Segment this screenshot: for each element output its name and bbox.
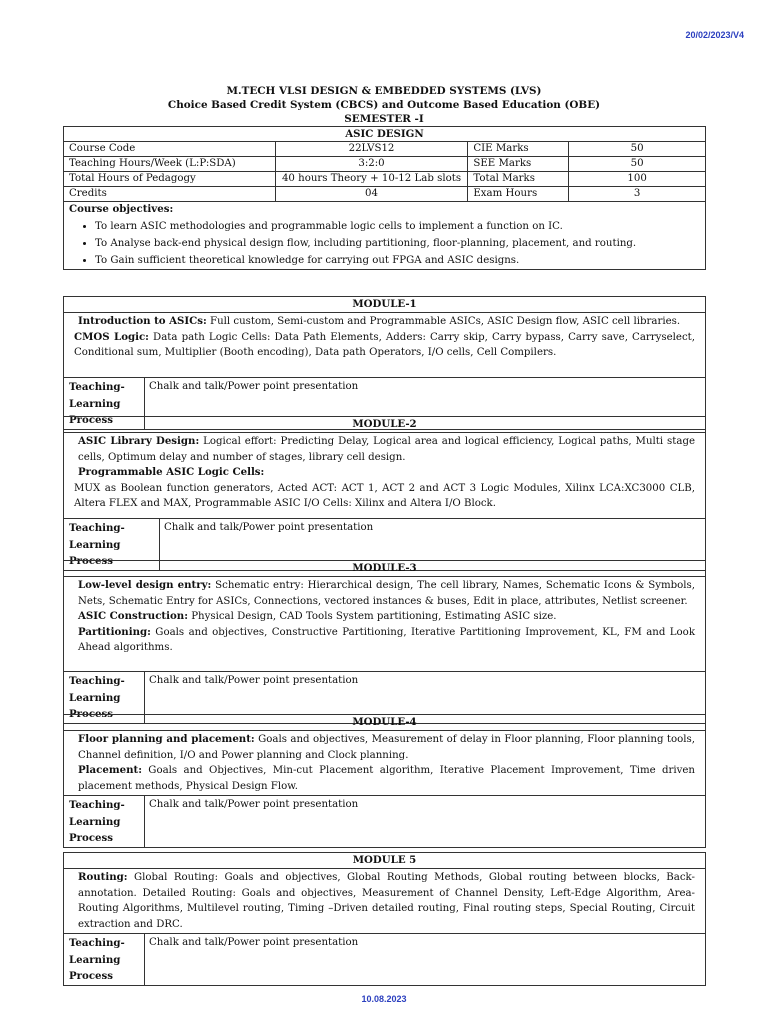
info-label: Total Hours of Pedagogy <box>64 172 276 187</box>
topic-heading: CMOS Logic: <box>74 330 149 343</box>
info-value: 3:2:0 <box>275 157 468 172</box>
module-5-table <box>63 852 706 986</box>
module-paragraph <box>74 609 695 625</box>
info-label: Teaching Hours/Week (L:P:SDA) <box>64 157 276 172</box>
course-objectives <box>64 202 706 270</box>
info-value: 22LVS12 <box>275 142 468 157</box>
topic-heading: Floor planning and placement: <box>78 733 255 745</box>
info-label: SEE Marks <box>468 157 569 172</box>
topic-text: Goals and Objectives, Min-cut Placement algorithm, Iterative Placement Improvement, Time driven placement methods, Physical Design Flow. <box>78 765 695 792</box>
topic-heading: ASIC Library Design: <box>78 435 200 447</box>
teaching-learning-row <box>64 796 706 848</box>
module-4-title: MODULE-4 <box>64 715 706 731</box>
teaching-learning-value: Chalk and talk/Power point presentation <box>145 796 706 848</box>
course-info-row <box>64 172 706 187</box>
module-paragraph <box>74 732 695 763</box>
topic-heading: Partitioning: <box>78 625 151 638</box>
teaching-learning-label: Teaching- Learning Process <box>64 519 160 571</box>
module-5-title: MODULE 5 <box>64 853 706 869</box>
teaching-learning-label: Teaching- Learning Process <box>64 378 145 430</box>
module-paragraph <box>74 625 695 656</box>
teaching-learning-value: Chalk and talk/Power point presentation <box>160 519 706 571</box>
module-2-table <box>63 416 706 571</box>
teaching-learning-label: Teaching- Learning Process <box>64 672 145 724</box>
objectives-title: Course objectives: <box>69 203 174 215</box>
module-4-table <box>63 714 706 848</box>
info-value: 100 <box>569 172 706 187</box>
module-paragraph <box>74 434 695 465</box>
topic-text: Goals and objectives, Measurement of delay in Floor planning, Floor planning tools, Channel definition, I/O and Power planning and Clock planning. <box>78 734 695 761</box>
module-paragraph <box>74 330 695 361</box>
teaching-learning-value: Chalk and talk/Power point presentation <box>145 934 706 986</box>
topic-text: Full custom, Semi-custom and Programmable ASICs, ASIC Design flow, ASIC cell libraries. <box>206 316 681 327</box>
module-5-content <box>64 869 706 934</box>
module-paragraph <box>74 481 695 512</box>
module-3-title: MODULE-3 <box>64 561 706 577</box>
topic-text: Goals and objectives, Constructive Partitioning, Iterative Partitioning Improvement, KL, FM and Look Ahead algorithms. <box>78 626 695 653</box>
course-title: ASIC DESIGN <box>64 127 706 142</box>
teaching-learning-row <box>64 934 706 986</box>
info-label: Total Marks <box>468 172 569 187</box>
course-info-table <box>63 126 706 270</box>
teaching-learning-value: Chalk and talk/Power point presentation <box>145 378 706 430</box>
teaching-learning-label: Teaching- Learning Process <box>64 934 145 986</box>
module-paragraph <box>74 578 695 609</box>
topic-text: Schematic entry: Hierarchical design, The cell library, Names, Schematic Icons & Symbols, Nets, Schematic Entry for ASICs, Connections, vectored instances & buses, Edit in place, attributes, Netlist screener. <box>78 580 695 607</box>
module-1-table <box>63 296 706 430</box>
info-value: 40 hours Theory + 10-12 Lab slots <box>275 172 468 187</box>
module-2-title: MODULE-2 <box>64 417 706 433</box>
objective-item: • To Analyse back-end physical design flow, including partitioning, floor-planning, placement, and routing. <box>95 235 700 252</box>
info-label: CIE Marks <box>468 142 569 157</box>
course-info-row <box>64 157 706 172</box>
objectives-list <box>69 218 700 269</box>
course-info-row <box>64 142 706 157</box>
module-1-content <box>64 313 706 378</box>
document-version: 20/02/2023/V4 <box>685 30 744 40</box>
topic-text: Global Routing: Goals and objectives, Global Routing Methods, Global routing between blocks, Back-annotation. Detailed Routing: Goals and objectives, Measurement of Channel Density, Left-Edge Algorithm, Area-Routing Algorithms, Multilevel routing, Timing –Driven detailed routing, Final routing steps, Special Routing, Circuit extraction and DRC. <box>78 872 695 930</box>
topic-text: Logical effort: Predicting Delay, Logical area and logical efficiency, Logical paths, Multi stage cells, Optimum delay and number of stages, library cell design. <box>78 436 696 463</box>
teaching-learning-value: Chalk and talk/Power point presentation <box>145 672 706 724</box>
module-2-content <box>64 433 706 519</box>
teaching-learning-label: Teaching- Learning Process <box>64 796 145 848</box>
module-3-content <box>64 577 706 672</box>
objective-item: • To learn ASIC methodologies and programmable logic cells to implement a function on IC. <box>95 218 700 235</box>
footer-date: 10.08.2023 <box>361 994 407 1004</box>
topic-text: Data path Logic Cells: Data Path Elements, Adders: Carry skip, Carry bypass, Carry save, Carryselect, Conditional sum, Multiplier (Booth encoding), Data path Operators, I/O cells, Cell Compilers. <box>74 331 695 358</box>
scheme-title: Choice Based Credit System (CBCS) and Outcome Based Education (OBE) <box>167 99 601 111</box>
info-label: Credits <box>64 187 276 202</box>
info-value: 3 <box>569 187 706 202</box>
topic-heading: Routing: <box>78 871 128 883</box>
module-paragraph <box>74 870 695 932</box>
program-title: M.TECH VLSI DESIGN & EMBEDDED SYSTEMS (LVS) <box>226 85 542 97</box>
module-4-content <box>64 731 706 796</box>
document-heading <box>0 84 768 126</box>
semester-title: SEMESTER -I <box>344 113 424 125</box>
module-paragraph <box>74 763 695 794</box>
info-label: Exam Hours <box>468 187 569 202</box>
module-1-title: MODULE-1 <box>64 297 706 313</box>
topic-heading: ASIC Construction: <box>78 610 188 622</box>
info-value: 50 <box>569 142 706 157</box>
topic-heading: Introduction to ASICs: <box>78 315 207 327</box>
course-info-row <box>64 187 706 202</box>
topic-text: Physical Design, CAD Tools System partitioning, Estimating ASIC size. <box>187 611 557 622</box>
info-value: 50 <box>569 157 706 172</box>
objective-item: • To Gain sufficient theoretical knowledge for carrying out FPGA and ASIC designs. <box>95 252 700 269</box>
info-label: Course Code <box>64 142 276 157</box>
topic-text: MUX as Boolean function generators, Acted ACT: ACT 1, ACT 2 and ACT 3 Logic Modules, Xilinx LCA:XC3000 CLB, Altera FLEX and MAX, Programmable ASIC I/O Cells: Xilinx and Altera I/O Block. <box>74 482 695 509</box>
module-paragraph <box>74 314 695 330</box>
topic-heading: Low-level design entry: <box>78 579 212 591</box>
module-3-table <box>63 560 706 724</box>
topic-heading: Programmable ASIC Logic Cells: <box>78 466 265 478</box>
module-paragraph <box>74 465 695 481</box>
topic-heading: Placement: <box>78 764 142 776</box>
info-value: 04 <box>275 187 468 202</box>
